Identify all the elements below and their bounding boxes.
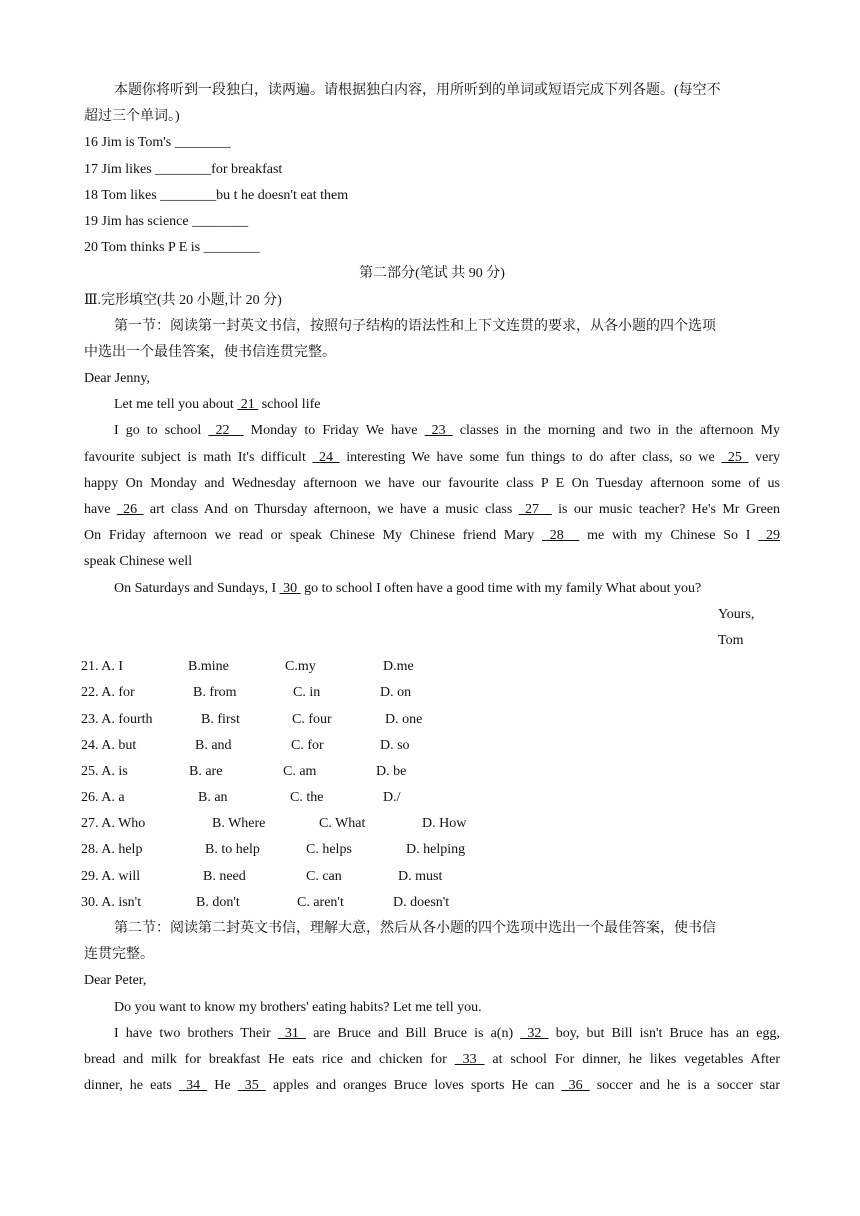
letter1-line-5 [84, 497, 780, 523]
letter2-line-1: Do you want to know my brothers' eating habits? Let me tell you. [114, 999, 482, 1015]
text: boy, but Bill isn't Bruce has an egg, [548, 1025, 781, 1041]
text: I have two brothers Their [114, 1025, 278, 1041]
question-option-a: 27. A. Who [81, 816, 146, 832]
question-option-b: B. Where [212, 816, 266, 832]
section1-instruction-1: 第一节：阅读第一封英文书信，按照句子结构的语法性和上下文连贯的要求，从各小题的四个选项 [114, 318, 716, 334]
questions-21-30 [81, 654, 780, 916]
text: go to school I often have a good time with my family What about you? [300, 580, 702, 596]
text: classes in the morning and two in the afternoon My [452, 423, 781, 439]
blank-23: 23 [424, 423, 453, 439]
text: art class And on Thursday afternoon, we have a music class [143, 502, 519, 517]
question-option-a: 21. A. I [81, 659, 123, 675]
text: have [84, 502, 117, 517]
text: dinner, he eats [84, 1078, 179, 1094]
listening-item-18: 18 Tom likes ________bu t he doesn't eat them [84, 187, 349, 203]
question-option-b: B. don't [196, 894, 240, 910]
text: Let me tell you about [114, 397, 238, 413]
exam-page [81, 78, 781, 1099]
question-option-b: B. an [198, 790, 228, 806]
text: bread and milk for breakfast He eats rice and chicken for [84, 1051, 455, 1067]
text: school life [258, 397, 321, 413]
section2-instruction-1: 第二节：阅读第二封英文书信，理解大意，然后从各小题的四个选项中选出一个最佳答案，使书信 [114, 921, 716, 936]
listening-item-19: 19 Jim has science ________ [84, 213, 249, 229]
blank-25: 25 [721, 449, 749, 465]
question-option-b: B. need [203, 868, 246, 884]
question-option-c: C. in [293, 685, 321, 701]
question-option-d: D.me [383, 659, 414, 675]
text: He [207, 1078, 238, 1094]
question-row [81, 864, 780, 890]
question-option-d: D. be [376, 763, 407, 779]
blank-31: 31 [277, 1025, 307, 1041]
blank-33: 33 [454, 1051, 485, 1067]
question-option-d: D. How [422, 816, 467, 832]
letter1-line-2 [84, 418, 780, 444]
question-option-c: C. the [290, 790, 324, 806]
question-option-d: D. so [380, 737, 410, 753]
question-row [81, 759, 780, 785]
question-row [81, 837, 780, 863]
blank-24: 24 [312, 449, 340, 465]
listening-item-17: 17 Jim likes ________for breakfast [84, 161, 283, 177]
letter1-greeting: Dear Jenny, [84, 371, 150, 387]
blank-30: 30 [279, 580, 301, 596]
text: favourite subject is math It's difficult [84, 449, 313, 465]
question-option-b: B.mine [188, 659, 229, 675]
question-option-d: D. one [385, 711, 423, 727]
question-option-a: 25. A. is [81, 763, 128, 779]
question-option-d: D. on [380, 685, 412, 701]
letter1-line-3 [84, 445, 780, 471]
question-option-b: B. and [195, 737, 232, 753]
letter2-line-2 [84, 1021, 780, 1047]
question-option-d: D. helping [406, 842, 466, 858]
section1-instruction-2: 中选出一个最佳答案，使书信连贯完整。 [84, 344, 336, 360]
blank-26: 26 [116, 502, 144, 517]
letter1-line-1 [84, 392, 780, 418]
text: are Bruce and Bill Bruce is a(n) [306, 1025, 521, 1041]
listening-instruction-1: 本题你将听到一段独白，读两遍。请根据独白内容，用所听到的单词或短语完成下列各题。(每空不 [114, 83, 721, 98]
question-option-d: D./ [383, 790, 401, 806]
text: is our music teacher? He's Mr Green [551, 502, 781, 517]
listening-instruction-2: 超过三个单词。) [84, 109, 180, 125]
question-option-c: C. for [291, 737, 324, 753]
question-row [81, 707, 780, 733]
blank-32: 32 [520, 1025, 549, 1041]
blank-34: 34 [178, 1078, 208, 1094]
text: Monday to Friday We have [243, 423, 425, 439]
blank-22: 22 [208, 423, 244, 439]
question-option-a: 23. A. fourth [81, 711, 153, 727]
text: On Friday afternoon we read or speak Chinese My Chinese friend Mary [84, 528, 542, 544]
blank-28: 28 [542, 528, 580, 544]
text: apples and oranges Bruce loves sports He can [265, 1078, 562, 1094]
blank-27: 27 [518, 502, 552, 517]
question-option-b: B. from [193, 685, 237, 701]
letter2-line-3 [84, 1047, 780, 1073]
text: at school For dinner, he likes vegetables After [484, 1051, 781, 1067]
section3-title: Ⅲ.完形填空(共 20 小题,计 20 分) [84, 292, 282, 308]
question-option-c: C. can [306, 868, 342, 884]
letter1-line-6 [84, 523, 780, 549]
letter1-line-8 [84, 576, 780, 602]
blank-35: 35 [237, 1078, 266, 1094]
question-option-d: D. must [398, 868, 443, 884]
question-option-d: D. doesn't [393, 894, 450, 910]
question-row [81, 654, 780, 680]
text: very [748, 449, 780, 465]
question-row [81, 733, 780, 759]
question-row [81, 680, 780, 706]
blank-36: 36 [561, 1078, 590, 1094]
question-row [81, 890, 780, 916]
question-option-c: C. helps [306, 842, 352, 858]
question-option-a: 30. A. isn't [81, 894, 142, 910]
question-option-c: C. am [283, 763, 317, 779]
listening-item-16: 16 Jim is Tom's ________ [84, 135, 231, 151]
question-option-b: B. to help [205, 842, 260, 858]
section2-instruction-2: 连贯完整。 [84, 947, 154, 963]
text: soccer and he is a soccer star [589, 1078, 781, 1094]
question-option-b: B. first [201, 711, 240, 727]
question-option-c: C. aren't [297, 894, 344, 910]
question-option-c: C. four [292, 711, 332, 727]
question-option-c: C.my [285, 659, 316, 675]
blank-21: 21 [237, 397, 259, 413]
text: I go to school [114, 423, 209, 439]
listening-item-20: 20 Tom thinks P E is ________ [84, 240, 260, 256]
text: me with my Chinese So I [579, 528, 759, 544]
question-option-a: 28. A. help [81, 842, 143, 858]
question-option-a: 24. A. but [81, 737, 137, 753]
letter1-line-4: happy On Monday and Wednesday afternoon we have our favourite class P E On Tuesday afternoon some of us [84, 475, 780, 491]
letter1-line-7: speak Chinese well [84, 554, 193, 570]
letter1-closing: Yours, [718, 606, 755, 622]
letter1-signature: Tom [718, 632, 744, 648]
question-option-a: 29. A. will [81, 868, 141, 884]
text: On Saturdays and Sundays, I [114, 580, 280, 596]
letter2-greeting: Dear Peter, [84, 973, 147, 989]
text: interesting We have some fun things to do after class, so we [339, 449, 722, 465]
question-option-c: C. What [319, 816, 366, 832]
letter2-line-4 [84, 1073, 780, 1099]
question-row [81, 811, 780, 837]
question-option-a: 22. A. for [81, 685, 135, 701]
question-option-b: B. are [189, 763, 223, 779]
blank-29: 29 [758, 528, 781, 544]
question-option-a: 26. A. a [81, 790, 125, 806]
question-row [81, 785, 780, 811]
part2-title: 第二部分(笔试 共 90 分) [359, 266, 505, 282]
